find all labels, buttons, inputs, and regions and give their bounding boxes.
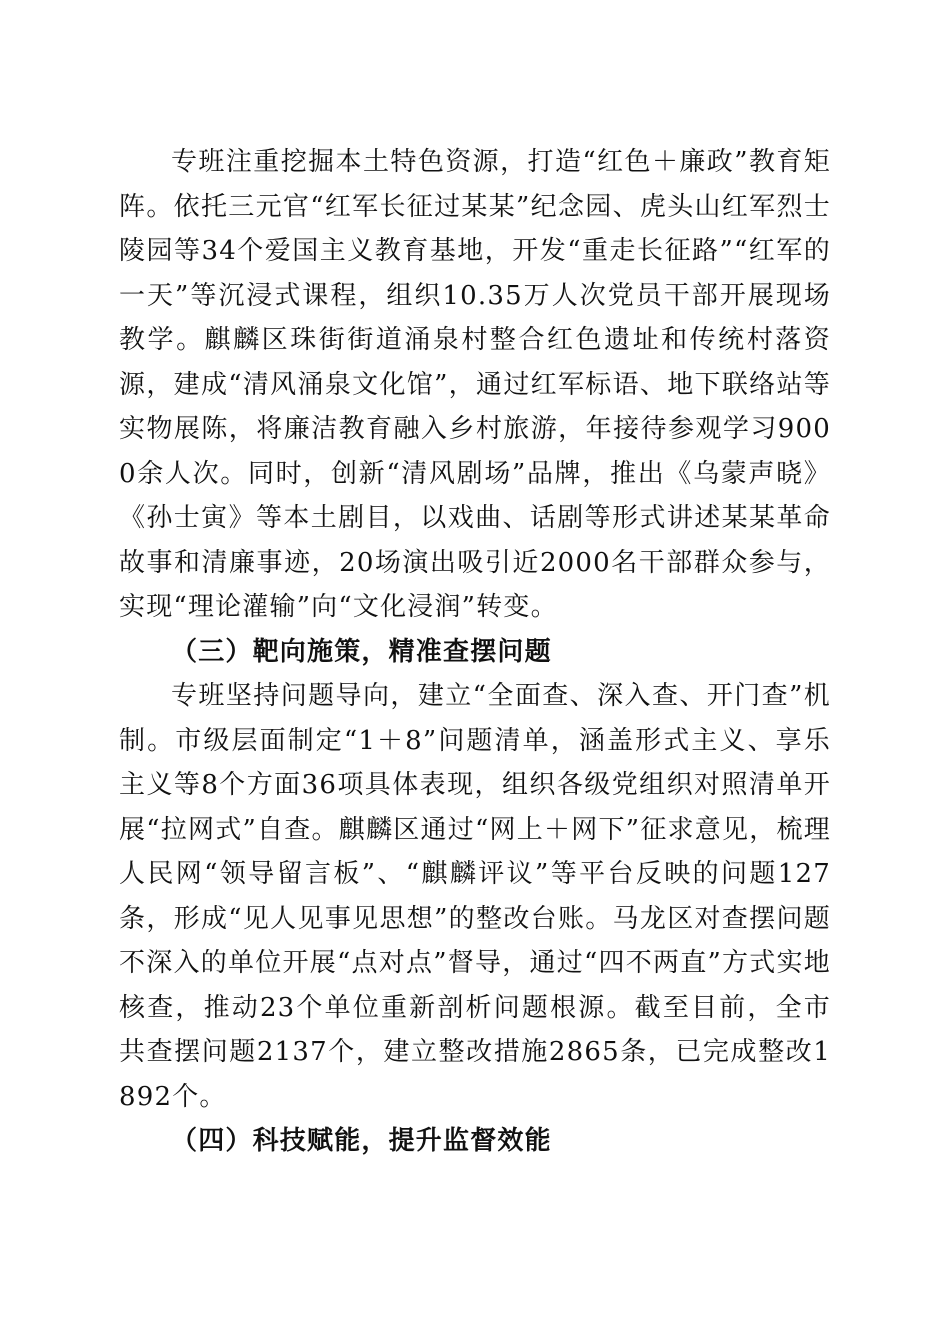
section-heading-4: （四）科技赋能，提升监督效能 bbox=[171, 1126, 552, 1156]
document-body bbox=[119, 140, 831, 1164]
paragraph-red-education: 专班注重挖掘本土特色资源，打造“红色＋廉政”教育矩阵。依托三元官“红军长征过某某”纪念园、虎头山红军烈士陵园等34个爱国主义教育基地，开发“重走长征路”“红军的一天”等沉浸式课程，组织10.35万人次党员干部开展现场教学。麒麟区珠街街道涌泉村整合红色遗址和传统村落资源，建成“清风涌泉文化馆”，通过红军标语、地下联络站等实物展陈，将廉洁教育融入乡村旅游，年接待参观学习9000余人次。同时，创新“清风剧场”品牌，推出《乌蒙声晓》《孙士寅》等本土剧目，以戏曲、话剧等形式讲述某某革命故事和清廉事迹，20场演出吸引近2000名干部群众参与，实现“理论灌输”向“文化浸润”转变。 bbox=[119, 147, 831, 622]
paragraph-problem-review: 专班坚持问题导向，建立“全面查、深入查、开门查”机制。市级层面制定“1＋8”问题清单，涵盖形式主义、享乐主义等8个方面36项具体表现，组织各级党组织对照清单开展“拉网式”自查。麒麟区通过“网上＋网下”征求意见，梳理人民网“领导留言板”、“麒麟评议”等平台反映的问题127条，形成“见人见事见思想”的整改台账。马龙区对查摆问题不深入的单位开展“点对点”督导，通过“四不两直”方式实地核查，推动23个单位重新剖析问题根源。截至目前，全市共查摆问题2137个，建立整改措施2865条，已完成整改1892个。 bbox=[119, 681, 831, 1112]
section-heading-3: （三）靶向施策，精准查摆问题 bbox=[171, 636, 552, 667]
